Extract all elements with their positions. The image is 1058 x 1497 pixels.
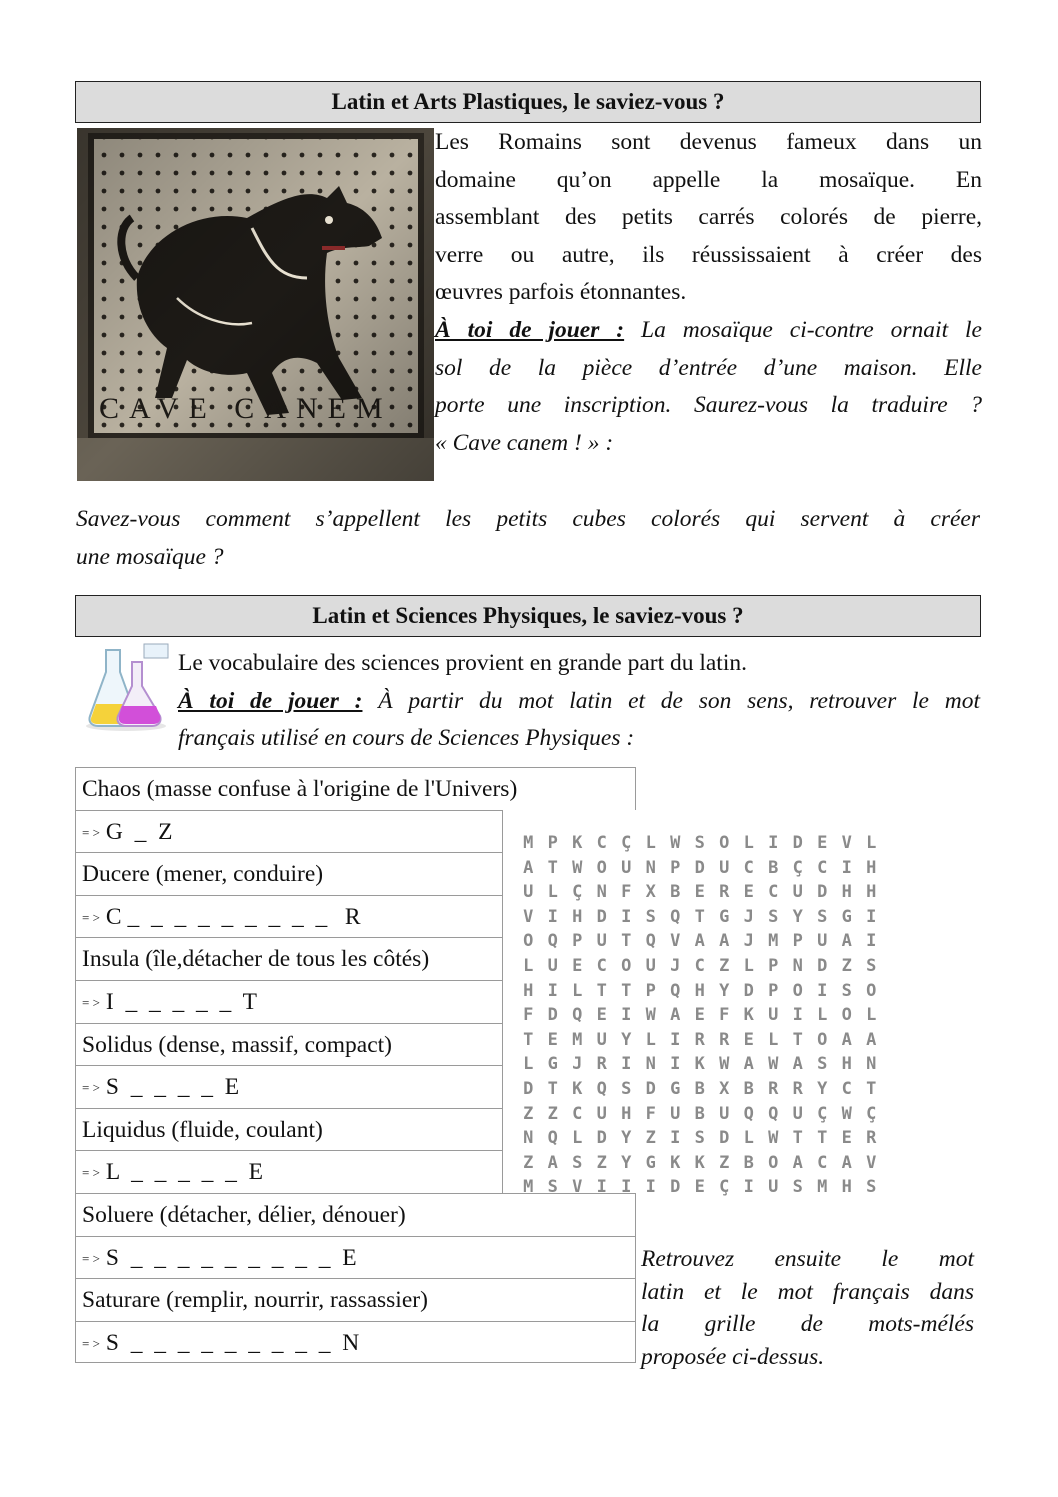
grid-letter[interactable]: D: [792, 833, 803, 853]
answer-row[interactable]: [75, 1065, 503, 1108]
grid-letter[interactable]: T: [817, 1128, 828, 1149]
grid-letter[interactable]: U: [645, 955, 656, 976]
closing-line: la grille de mots-mélés: [641, 1311, 974, 1337]
grid-letter[interactable]: Ç: [792, 857, 803, 878]
grid-letter[interactable]: Q: [547, 931, 558, 952]
grid-letter[interactable]: C: [743, 857, 754, 878]
grid-letter[interactable]: Z: [523, 1152, 534, 1173]
grid-letter[interactable]: E: [743, 882, 754, 903]
grid-letter[interactable]: H: [572, 906, 583, 927]
grid-row: [516, 954, 986, 979]
grid-row: [516, 1003, 986, 1028]
grid-letter[interactable]: C: [572, 1103, 583, 1124]
latin-word-row: Ducere (mener, conduire): [75, 852, 503, 895]
section-title-physics: Latin et Sciences Physiques, le saviez-vous ?: [75, 595, 981, 637]
intro-line: œuvres parfois étonnantes.: [435, 279, 687, 306]
question-line: Savez-vous comment s’appellent les petits cubes colorés qui servent à créer: [76, 506, 980, 532]
grid-letter[interactable]: H: [621, 1103, 632, 1124]
grid-letter[interactable]: A: [743, 1054, 754, 1075]
grid-letter[interactable]: D: [596, 906, 607, 927]
task-line: « Cave canem ! » :: [435, 429, 614, 456]
question-line: une mosaïque ?: [76, 543, 224, 570]
grid-letter[interactable]: A: [670, 1005, 681, 1026]
grid-letter[interactable]: L: [572, 1128, 583, 1149]
grid-letter[interactable]: T: [621, 980, 632, 1001]
grid-letter[interactable]: X: [719, 1078, 730, 1099]
grid-letter[interactable]: O: [792, 980, 803, 1001]
word-search-instructions: [641, 1243, 974, 1373]
answer-row[interactable]: [75, 1321, 636, 1364]
intro-line: Les Romains sont devenus fameux dans un: [435, 129, 982, 155]
grid-letter[interactable]: C: [768, 882, 779, 903]
answer-blanks: C _ _ _ _ _ _ _ _ _ R: [105, 903, 361, 930]
grid-row: [516, 1102, 986, 1127]
grid-letter[interactable]: C: [817, 857, 828, 878]
grid-letter[interactable]: N: [866, 1054, 877, 1075]
grid-letter[interactable]: A: [841, 931, 852, 952]
grid-letter[interactable]: O: [768, 1152, 779, 1173]
grid-letter[interactable]: R: [596, 1054, 607, 1075]
grid-letter[interactable]: Y: [817, 1078, 828, 1099]
grid-letter[interactable]: E: [694, 1005, 705, 1026]
grid-letter[interactable]: W: [719, 1054, 730, 1075]
grid-letter[interactable]: N: [523, 1128, 534, 1149]
grid-letter[interactable]: R: [792, 1078, 803, 1099]
grid-letter[interactable]: X: [645, 882, 656, 903]
grid-letter[interactable]: E: [572, 955, 583, 976]
grid-letter[interactable]: D: [743, 980, 754, 1001]
grid-letter[interactable]: I: [866, 931, 877, 952]
arrow: = >: [82, 1165, 100, 1181]
grid-letter[interactable]: O: [817, 1029, 828, 1050]
grid-letter[interactable]: S: [792, 1177, 803, 1198]
grid-letter[interactable]: H: [841, 1054, 852, 1075]
grid-letter[interactable]: B: [768, 857, 779, 878]
grid-letter[interactable]: B: [743, 1078, 754, 1099]
grid-letter[interactable]: A: [547, 1152, 558, 1173]
grid-letter[interactable]: Y: [621, 1128, 632, 1149]
grid-letter[interactable]: Q: [670, 980, 681, 1001]
grid-letter[interactable]: S: [621, 1078, 632, 1099]
grid-letter[interactable]: E: [596, 1005, 607, 1026]
arrow: = >: [82, 1250, 100, 1266]
task-line: La mosaïque ci-contre ornait le: [624, 316, 982, 343]
grid-row: [516, 1126, 986, 1151]
grid-letter[interactable]: Q: [768, 1103, 779, 1124]
physics-paragraph: [178, 645, 980, 758]
grid-letter[interactable]: V: [572, 1177, 583, 1198]
grid-letter[interactable]: Z: [719, 955, 730, 976]
grid-letter[interactable]: N: [645, 857, 656, 878]
grid-letter[interactable]: P: [670, 857, 681, 878]
grid-letter[interactable]: A: [694, 931, 705, 952]
answer-blanks: G _ Z: [105, 818, 173, 845]
grid-letter[interactable]: S: [768, 906, 779, 927]
grid-letter[interactable]: U: [670, 1103, 681, 1124]
grid-letter[interactable]: E: [547, 1029, 558, 1050]
grid-letter[interactable]: Y: [792, 906, 803, 927]
closing-line: proposée ci-dessus.: [641, 1343, 825, 1370]
grid-letter[interactable]: Ç: [817, 1103, 828, 1124]
grid-letter[interactable]: K: [572, 833, 583, 853]
answer-blanks: S _ _ _ _ _ _ _ _ _ N: [105, 1329, 360, 1356]
grid-letter[interactable]: I: [841, 857, 852, 878]
grid-letter[interactable]: D: [817, 955, 828, 976]
grid-letter[interactable]: W: [572, 857, 583, 878]
grid-letter[interactable]: L: [572, 980, 583, 1001]
latin-word-row: Solidus (dense, massif, compact): [75, 1023, 503, 1066]
grid-letter[interactable]: E: [743, 1029, 754, 1050]
grid-letter[interactable]: P: [572, 931, 583, 952]
grid-letter[interactable]: W: [768, 1054, 779, 1075]
grid-letter[interactable]: U: [547, 955, 558, 976]
grid-letter[interactable]: S: [572, 1152, 583, 1173]
grid-letter[interactable]: L: [523, 1054, 534, 1075]
grid-letter[interactable]: Y: [621, 1029, 632, 1050]
grid-letter[interactable]: K: [670, 1152, 681, 1173]
intro-line: assemblant des petits carrés colorés de pierre,: [435, 204, 982, 231]
section-title-arts: Latin et Arts Plastiques, le saviez-vous ?: [75, 81, 981, 123]
grid-letter[interactable]: W: [841, 1103, 852, 1124]
grid-letter[interactable]: Z: [645, 1128, 656, 1149]
grid-letter[interactable]: K: [572, 1078, 583, 1099]
arrow: = >: [82, 909, 100, 925]
grid-letter[interactable]: P: [645, 980, 656, 1001]
grid-letter[interactable]: S: [694, 1128, 705, 1149]
grid-letter[interactable]: H: [523, 980, 534, 1001]
task-line: À partir du mot latin et de son sens, retrouver le mot: [362, 687, 980, 714]
grid-letter[interactable]: Z: [547, 1103, 558, 1124]
grid-row: [516, 1175, 986, 1200]
grid-letter[interactable]: J: [670, 955, 681, 976]
grid-letter[interactable]: T: [694, 906, 705, 927]
grid-letter[interactable]: Y: [621, 1152, 632, 1173]
mosaic-paragraph: [435, 124, 982, 462]
closing-line: latin et le mot français dans: [641, 1278, 974, 1305]
grid-letter[interactable]: I: [792, 1005, 803, 1026]
grid-letter[interactable]: I: [670, 1128, 681, 1149]
grid-letter[interactable]: L: [743, 955, 754, 976]
grid-letter[interactable]: R: [719, 1029, 730, 1050]
grid-letter[interactable]: I: [866, 906, 877, 927]
grid-letter[interactable]: W: [645, 1005, 656, 1026]
grid-letter[interactable]: V: [670, 931, 681, 952]
grid-letter[interactable]: L: [866, 833, 877, 853]
grid-letter[interactable]: A: [792, 1054, 803, 1075]
grid-letter[interactable]: M: [523, 833, 534, 853]
grid-letter[interactable]: F: [719, 1005, 730, 1026]
grid-letter[interactable]: E: [817, 833, 828, 853]
grid-letter[interactable]: H: [866, 882, 877, 903]
grid-letter[interactable]: H: [841, 1177, 852, 1198]
grid-letter[interactable]: C: [596, 833, 607, 853]
grid-letter[interactable]: T: [547, 857, 558, 878]
grid-letter[interactable]: Ç: [719, 1177, 730, 1198]
grid-letter[interactable]: R: [694, 1029, 705, 1050]
grid-letter[interactable]: R: [719, 882, 730, 903]
grid-letter[interactable]: Ç: [621, 833, 632, 853]
grid-row: [516, 856, 986, 881]
grid-letter[interactable]: A: [866, 1029, 877, 1050]
grid-letter[interactable]: Ç: [572, 882, 583, 903]
grid-letter[interactable]: F: [645, 1103, 656, 1124]
latin-word-row: Saturare (remplir, nourrir, rassassier): [75, 1278, 636, 1321]
tesserae-question: [76, 501, 980, 576]
grid-letter[interactable]: K: [743, 1005, 754, 1026]
grid-letter[interactable]: U: [596, 1029, 607, 1050]
grid-letter[interactable]: T: [792, 1029, 803, 1050]
grid-letter[interactable]: M: [523, 1177, 534, 1198]
answer-row[interactable]: [75, 810, 503, 853]
grid-letter[interactable]: V: [841, 833, 852, 853]
task-line: français utilisé en cours de Sciences Physiques :: [178, 725, 635, 752]
latin-word-row: Chaos (masse confuse à l'origine de l'Univers): [75, 767, 636, 810]
answer-blanks: L _ _ _ _ _ E: [105, 1159, 264, 1186]
grid-letter[interactable]: Q: [670, 906, 681, 927]
latin-word-row: Liquidus (fluide, coulant): [75, 1108, 503, 1151]
grid-letter[interactable]: O: [621, 955, 632, 976]
grid-letter[interactable]: B: [670, 882, 681, 903]
grid-letter[interactable]: G: [841, 906, 852, 927]
task-line: sol de la pièce d’entrée d’une maison. Elle: [435, 354, 982, 381]
grid-letter[interactable]: S: [694, 833, 705, 853]
grid-letter[interactable]: R: [866, 1128, 877, 1149]
grid-letter[interactable]: C: [596, 955, 607, 976]
grid-letter[interactable]: U: [596, 931, 607, 952]
grid-letter[interactable]: U: [792, 1103, 803, 1124]
grid-letter[interactable]: M: [572, 1029, 583, 1050]
grid-letter[interactable]: E: [694, 1177, 705, 1198]
grid-letter[interactable]: G: [670, 1078, 681, 1099]
grid-letter[interactable]: N: [645, 1054, 656, 1075]
grid-letter[interactable]: A: [792, 1152, 803, 1173]
grid-row: [516, 1077, 986, 1102]
grid-letter[interactable]: L: [645, 833, 656, 853]
grid-letter[interactable]: I: [621, 1054, 632, 1075]
grid-letter[interactable]: I: [768, 833, 779, 853]
grid-letter[interactable]: L: [866, 1005, 877, 1026]
grid-letter[interactable]: U: [719, 857, 730, 878]
grid-letter[interactable]: O: [523, 931, 534, 952]
answer-blanks: S _ _ _ _ E: [105, 1074, 240, 1101]
grid-letter[interactable]: Z: [596, 1152, 607, 1173]
word-search-grid[interactable]: [516, 831, 986, 1200]
grid-letter[interactable]: J: [743, 906, 754, 927]
grid-letter[interactable]: F: [523, 1005, 534, 1026]
grid-letter[interactable]: S: [645, 906, 656, 927]
grid-letter[interactable]: C: [694, 955, 705, 976]
grid-letter[interactable]: S: [841, 980, 852, 1001]
grid-letter[interactable]: Q: [645, 931, 656, 952]
intro-line: verre ou autre, ils réussissaient à créer des: [435, 241, 982, 268]
grid-letter[interactable]: A: [841, 1152, 852, 1173]
grid-letter[interactable]: I: [621, 1005, 632, 1026]
grid-letter[interactable]: H: [841, 882, 852, 903]
grid-letter[interactable]: U: [817, 931, 828, 952]
grid-row: [516, 831, 986, 856]
grid-letter[interactable]: R: [768, 1078, 779, 1099]
grid-letter[interactable]: C: [841, 1078, 852, 1099]
grid-letter[interactable]: U: [523, 882, 534, 903]
grid-letter[interactable]: L: [743, 1128, 754, 1149]
grid-letter[interactable]: Z: [523, 1103, 534, 1124]
grid-letter[interactable]: S: [866, 955, 877, 976]
closing-line: Retrouvez ensuite le mot: [641, 1246, 974, 1272]
grid-letter[interactable]: G: [645, 1152, 656, 1173]
grid-letter[interactable]: K: [694, 1054, 705, 1075]
answer-row[interactable]: [75, 1236, 636, 1279]
grid-letter[interactable]: H: [866, 857, 877, 878]
grid-letter[interactable]: U: [719, 1103, 730, 1124]
latin-word-row: Insula (île,détacher de tous les côtés): [75, 937, 503, 980]
grid-letter[interactable]: B: [743, 1152, 754, 1173]
grid-letter[interactable]: E: [694, 882, 705, 903]
grid-letter[interactable]: O: [596, 857, 607, 878]
grid-letter[interactable]: N: [792, 955, 803, 976]
grid-letter[interactable]: P: [547, 833, 558, 853]
task-line: porte une inscription. Saurez-vous la traduire ?: [435, 392, 982, 419]
grid-row: [516, 905, 986, 930]
grid-letter[interactable]: L: [547, 882, 558, 903]
grid-letter[interactable]: D: [645, 1078, 656, 1099]
grid-letter[interactable]: B: [694, 1103, 705, 1124]
grid-letter[interactable]: I: [817, 980, 828, 1001]
grid-letter[interactable]: I: [743, 1177, 754, 1198]
grid-letter[interactable]: D: [596, 1128, 607, 1149]
answer-row[interactable]: [75, 895, 503, 938]
grid-row: [516, 880, 986, 905]
grid-letter[interactable]: I: [547, 906, 558, 927]
grid-letter[interactable]: H: [694, 980, 705, 1001]
grid-letter[interactable]: V: [523, 906, 534, 927]
task-label: À toi de jouer :: [178, 687, 363, 714]
grid-letter[interactable]: D: [817, 882, 828, 903]
grid-letter[interactable]: S: [817, 1054, 828, 1075]
grid-letter[interactable]: P: [768, 980, 779, 1001]
grid-letter[interactable]: S: [866, 1177, 877, 1198]
grid-letter[interactable]: T: [866, 1078, 877, 1099]
grid-letter[interactable]: U: [792, 882, 803, 903]
grid-letter[interactable]: L: [743, 833, 754, 853]
intro-line: domaine qu’on appelle la mosaïque. En: [435, 166, 982, 193]
grid-letter[interactable]: U: [621, 857, 632, 878]
grid-letter[interactable]: V: [866, 1152, 877, 1173]
grid-letter[interactable]: D: [547, 1005, 558, 1026]
arrow: = >: [82, 1335, 100, 1351]
grid-letter[interactable]: A: [719, 931, 730, 952]
grid-letter[interactable]: G: [719, 906, 730, 927]
grid-letter[interactable]: W: [768, 1128, 779, 1149]
grid-letter[interactable]: J: [743, 931, 754, 952]
grid-letter[interactable]: G: [547, 1054, 558, 1075]
grid-letter[interactable]: N: [596, 882, 607, 903]
grid-letter[interactable]: I: [645, 1177, 656, 1198]
grid-letter[interactable]: T: [523, 1029, 534, 1050]
grid-letter[interactable]: I: [547, 980, 558, 1001]
grid-letter[interactable]: I: [670, 1054, 681, 1075]
grid-letter[interactable]: K: [694, 1152, 705, 1173]
grid-letter[interactable]: S: [817, 906, 828, 927]
grid-letter[interactable]: M: [817, 1177, 828, 1198]
grid-letter[interactable]: T: [596, 980, 607, 1001]
grid-letter[interactable]: I: [596, 1177, 607, 1198]
grid-letter[interactable]: E: [841, 1128, 852, 1149]
grid-letter[interactable]: O: [866, 980, 877, 1001]
lab-flasks-icon: [80, 642, 172, 732]
grid-letter[interactable]: C: [817, 1152, 828, 1173]
grid-letter[interactable]: L: [523, 955, 534, 976]
physics-intro: Le vocabulaire des sciences provient en grande part du latin.: [178, 650, 747, 676]
grid-letter[interactable]: L: [768, 1029, 779, 1050]
grid-letter[interactable]: S: [547, 1177, 558, 1198]
grid-letter[interactable]: M: [768, 931, 779, 952]
grid-letter[interactable]: I: [621, 906, 632, 927]
arrow: = >: [82, 824, 100, 840]
grid-letter[interactable]: F: [621, 882, 632, 903]
task-label: À toi de jouer :: [435, 316, 625, 343]
grid-letter[interactable]: Q: [572, 1005, 583, 1026]
arrow: = >: [82, 994, 100, 1010]
answer-blanks: S _ _ _ _ _ _ _ _ _ E: [105, 1244, 357, 1271]
answer-row[interactable]: [75, 1150, 503, 1193]
grid-row: [516, 1052, 986, 1077]
grid-letter[interactable]: U: [768, 1005, 779, 1026]
grid-letter[interactable]: L: [817, 1005, 828, 1026]
answer-row[interactable]: [75, 980, 503, 1023]
answer-blanks: I _ _ _ _ _ T: [105, 988, 257, 1015]
grid-letter[interactable]: Z: [841, 955, 852, 976]
grid-row: [516, 1151, 986, 1176]
grid-letter[interactable]: T: [792, 1128, 803, 1149]
grid-letter[interactable]: U: [768, 1177, 779, 1198]
grid-letter[interactable]: Q: [596, 1078, 607, 1099]
grid-letter[interactable]: Y: [719, 980, 730, 1001]
grid-row: [516, 979, 986, 1004]
grid-letter[interactable]: Ç: [866, 1103, 877, 1124]
grid-letter[interactable]: A: [841, 1029, 852, 1050]
grid-letter[interactable]: I: [670, 1029, 681, 1050]
arrow: = >: [82, 1080, 100, 1096]
grid-row: [516, 929, 986, 954]
grid-letter[interactable]: T: [621, 931, 632, 952]
grid-letter[interactable]: O: [719, 833, 730, 853]
grid-letter[interactable]: J: [572, 1054, 583, 1075]
grid-letter[interactable]: T: [547, 1078, 558, 1099]
grid-letter[interactable]: U: [596, 1103, 607, 1124]
grid-letter[interactable]: D: [719, 1128, 730, 1149]
grid-letter[interactable]: L: [645, 1029, 656, 1050]
grid-letter[interactable]: D: [523, 1078, 534, 1099]
grid-letter[interactable]: P: [768, 955, 779, 976]
grid-letter[interactable]: D: [670, 1177, 681, 1198]
cave-canem-mosaic-image: [77, 128, 434, 481]
grid-letter[interactable]: D: [694, 857, 705, 878]
grid-letter[interactable]: O: [841, 1005, 852, 1026]
grid-letter[interactable]: Z: [719, 1152, 730, 1173]
grid-letter[interactable]: I: [621, 1177, 632, 1198]
grid-letter[interactable]: P: [792, 931, 803, 952]
grid-letter[interactable]: Q: [743, 1103, 754, 1124]
grid-letter[interactable]: B: [694, 1078, 705, 1099]
grid-letter[interactable]: A: [523, 857, 534, 878]
grid-letter[interactable]: W: [670, 833, 681, 853]
grid-row: [516, 1028, 986, 1053]
latin-word-row: Soluere (détacher, délier, dénouer): [75, 1193, 636, 1236]
grid-letter[interactable]: Q: [547, 1128, 558, 1149]
